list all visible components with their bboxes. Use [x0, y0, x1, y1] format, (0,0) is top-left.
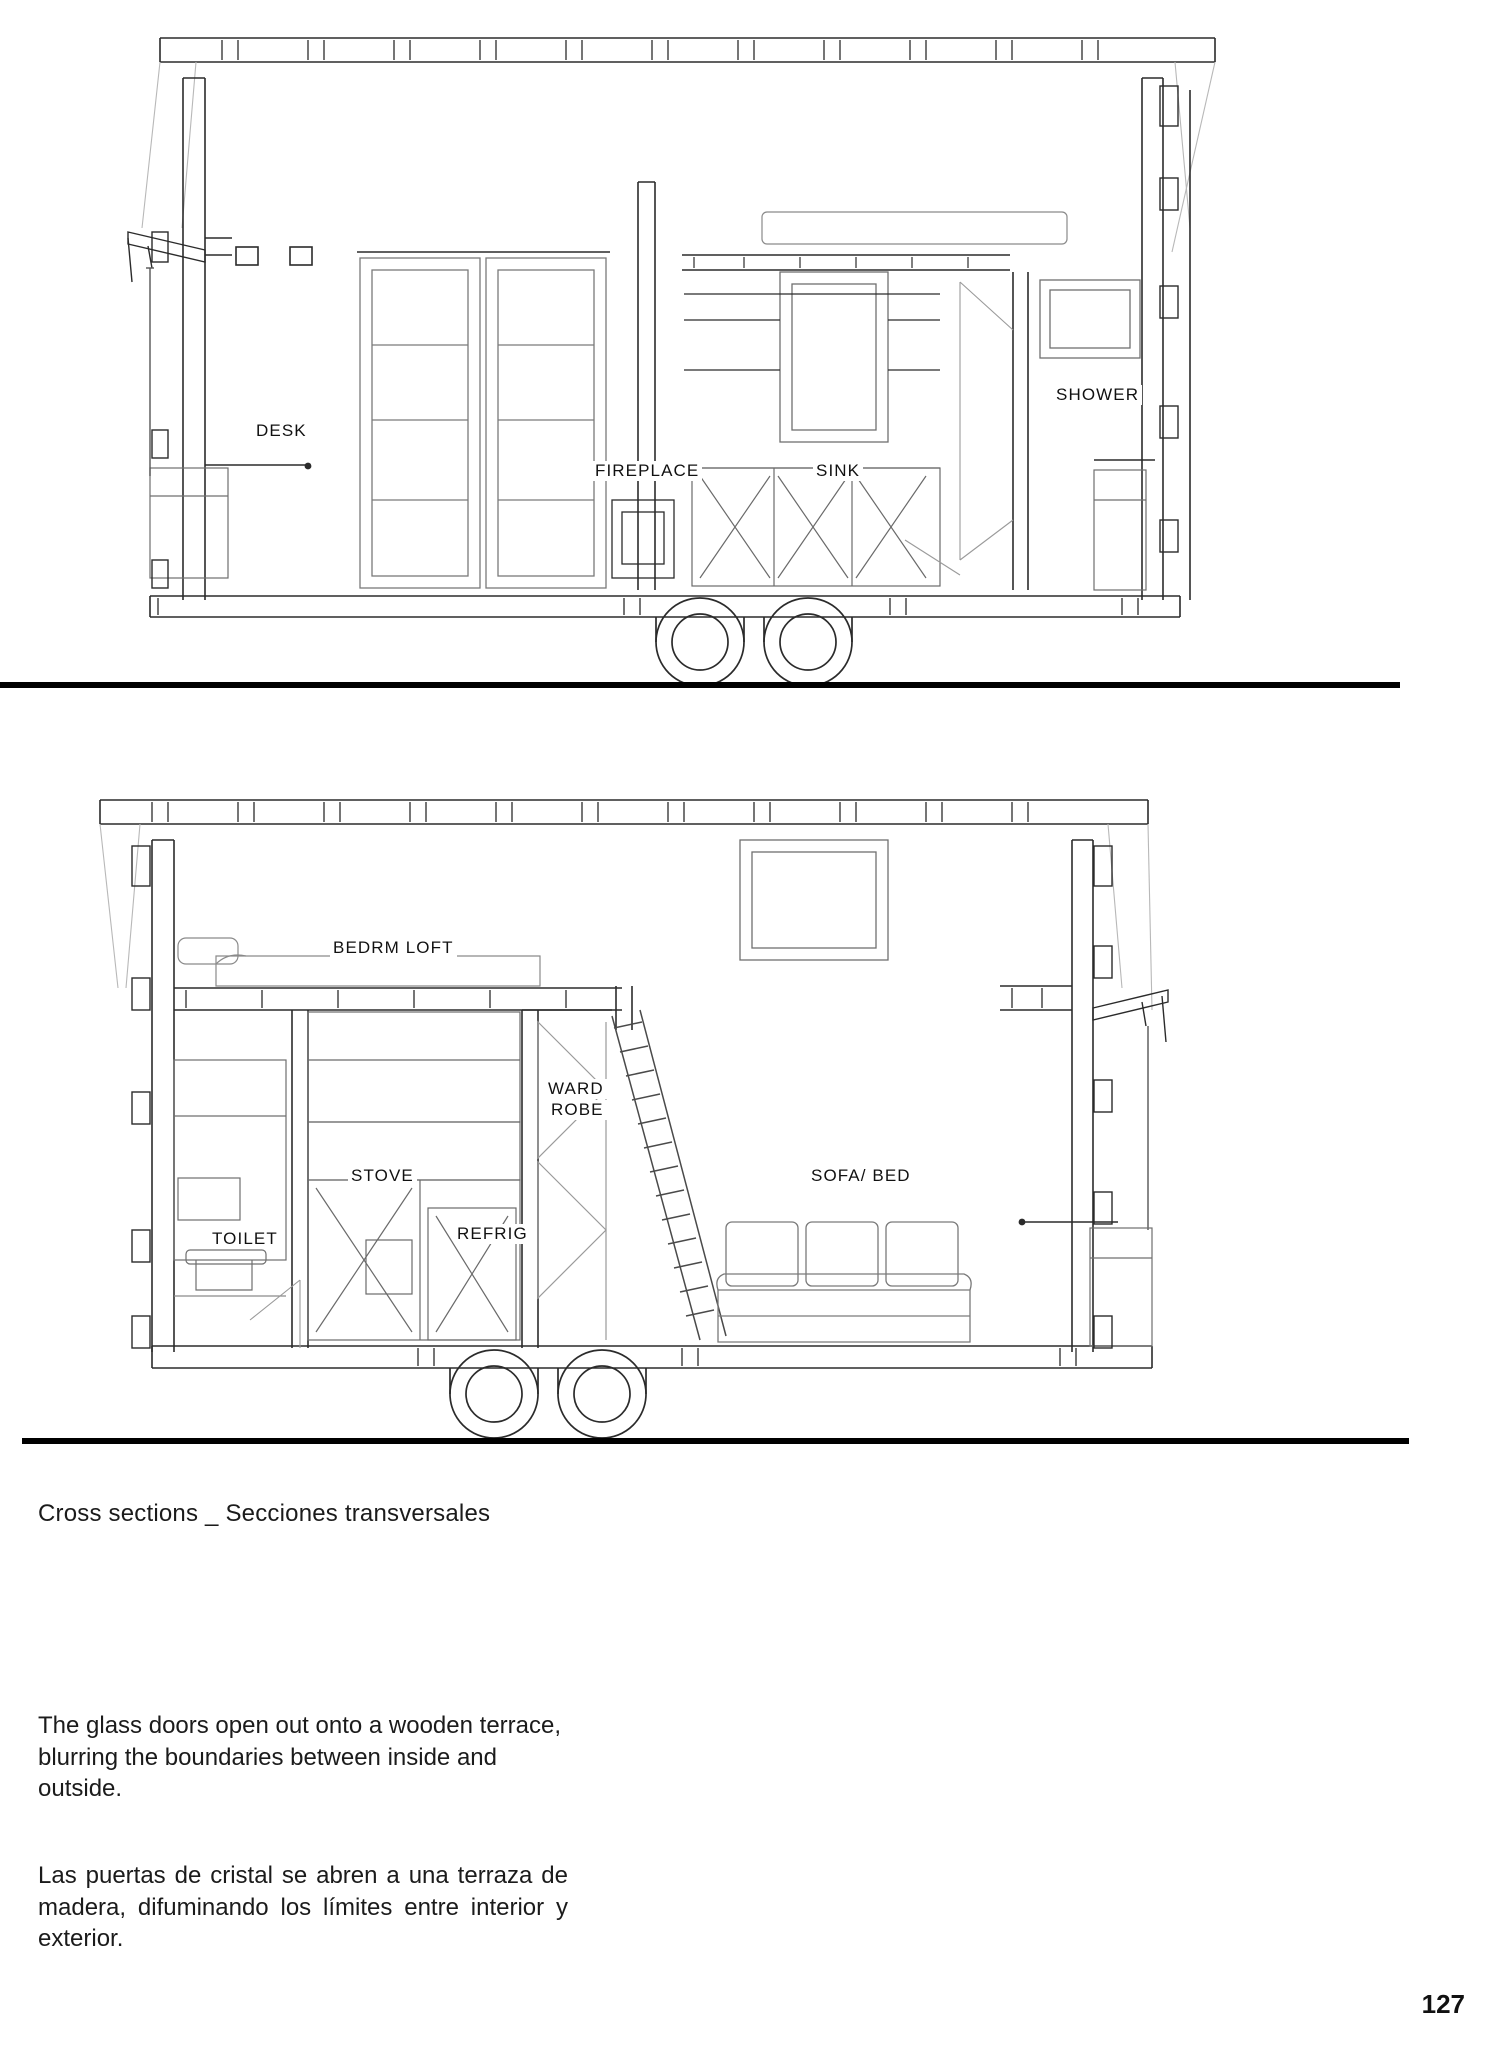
label-shower: SHOWER — [1053, 385, 1142, 405]
paragraph-spanish — [38, 1860, 568, 1955]
label-toilet: TOILET — [209, 1229, 281, 1249]
label-desk: DESK — [253, 421, 310, 441]
figure-caption: Cross sections _ Secciones transversales — [38, 1500, 491, 1527]
cross-section-lower-drawing — [0, 760, 1505, 1460]
paragraph-english-text: The glass doors open out onto a wooden terrace, blurring the boundaries between inside and outside. — [38, 1712, 562, 1803]
ground-line-lower — [22, 1438, 1409, 1444]
label-sink: SINK — [813, 461, 863, 481]
lower-section-svg — [0, 760, 1505, 1460]
label-fireplace: FIREPLACE — [592, 461, 702, 481]
label-refrig: REFRIG — [454, 1224, 531, 1244]
ground-line-upper — [0, 682, 1400, 688]
page-number: 127 — [1421, 1989, 1465, 2019]
upper-section-svg — [0, 0, 1505, 690]
label-sofa-bed: SOFA/ BED — [808, 1166, 914, 1186]
label-wardrobe-line2: ROBE — [548, 1100, 607, 1120]
label-stove: STOVE — [348, 1166, 417, 1186]
cross-section-upper-drawing — [0, 0, 1505, 690]
paragraph-spanish-text: Las puertas de cristal se abren a una terraza de madera, difuminando los límites entre interior y exterior. — [38, 1862, 568, 1953]
label-wardrobe-line1: WARD — [545, 1079, 607, 1099]
paragraph-english — [38, 1710, 568, 1805]
label-bedrm-loft: BEDRM LOFT — [330, 938, 457, 958]
